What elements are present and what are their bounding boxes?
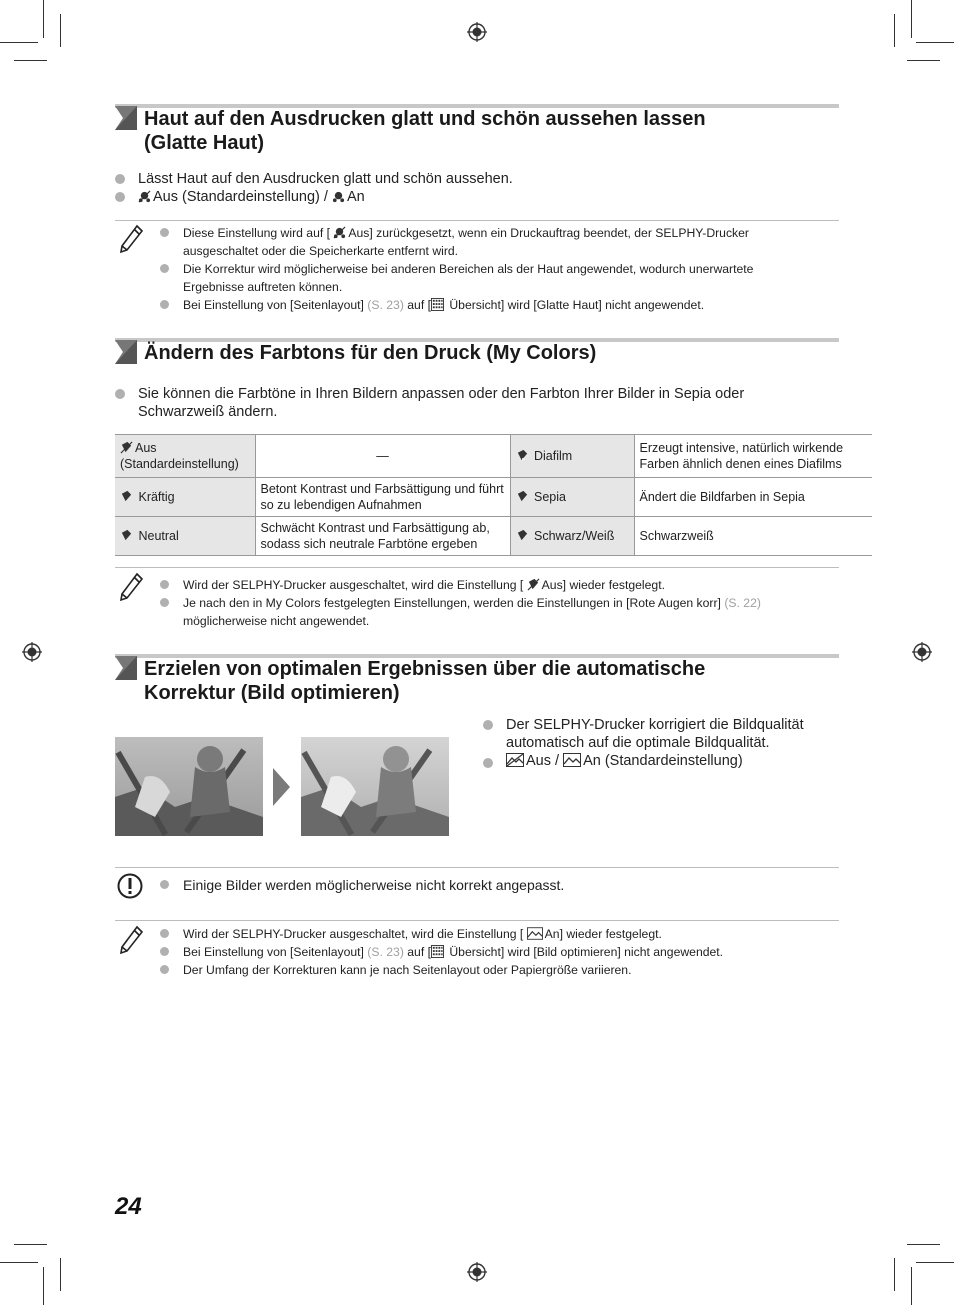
bullet-icon: [160, 965, 169, 974]
table-cell: Aus (Standardeinstellung): [115, 435, 255, 478]
registration-mark-icon: [467, 22, 487, 42]
table-row: [115, 435, 872, 478]
my-colors-table: [115, 434, 872, 556]
my-colors-positive-film-icon: [516, 449, 529, 462]
table-cell: Kräftig: [115, 478, 255, 517]
page-reference-link[interactable]: (S. 22): [724, 596, 761, 610]
section-title-bild-optimieren: Erzielen von optimalen Ergebnissen über die automatische Korrektur (Bild optimieren): [144, 658, 706, 704]
table-cell: Erzeugt intensive, natürlich wirkende Farben ähnlich denen eines Diafilms: [634, 435, 872, 478]
section-flag-icon: [115, 106, 137, 130]
smooth-skin-off-icon: [138, 190, 151, 203]
table-cell: Schwarzweiß: [634, 517, 872, 556]
my-colors-bw-icon: [516, 529, 529, 542]
bullet-icon: [160, 880, 169, 889]
after-photo: [301, 737, 449, 836]
my-colors-off-icon: [120, 441, 133, 454]
bullet-icon: [160, 947, 169, 956]
pencil-note-icon: [118, 224, 144, 254]
bullet-icon: [115, 192, 125, 202]
my-colors-sepia-icon: [516, 490, 529, 503]
svg-text:P: P: [521, 457, 525, 462]
table-row: [115, 478, 872, 517]
caution-icon: [117, 873, 143, 899]
index-layout-icon: [431, 298, 444, 311]
image-optimize-off-icon: [506, 753, 524, 767]
note-divider: [115, 867, 839, 868]
before-photo: [115, 737, 263, 836]
index-layout-icon: [431, 945, 444, 958]
section-title-glatte-haut: Haut auf den Ausdrucken glatt und schön aussehen lassen (Glatte Haut): [144, 108, 706, 154]
table-cell: —: [255, 435, 510, 478]
page-number: 24: [115, 1193, 142, 1220]
bullet-icon: [160, 598, 169, 607]
bullet-icon: [160, 300, 169, 309]
image-optimize-on-icon: [527, 927, 543, 940]
note-divider: [115, 220, 839, 221]
arrow-right-icon: [273, 768, 290, 806]
table-cell: Neutral: [115, 517, 255, 556]
bullet-icon: [115, 174, 125, 184]
page-reference-link[interactable]: (S. 23): [367, 298, 404, 312]
smooth-skin-on-icon: [332, 190, 345, 203]
bullet-icon: [160, 228, 169, 237]
bullet-icon: [483, 720, 493, 730]
registration-mark-icon: [22, 642, 42, 662]
section-flag-icon: [115, 340, 137, 364]
image-optimize-on-icon: [563, 753, 581, 767]
page-reference-link[interactable]: (S. 23): [367, 945, 404, 959]
registration-mark-icon: [467, 1262, 487, 1282]
bullet-icon: [115, 389, 125, 399]
table-cell: Betont Kontrast und Farbsättigung und führt so zu lebendigen Aufnahmen: [255, 478, 510, 517]
bullet-icon: [160, 580, 169, 589]
pencil-note-icon: [118, 925, 144, 955]
table-cell: P Diafilm: [510, 435, 634, 478]
smooth-skin-off-icon: [333, 226, 346, 239]
my-colors-off-icon: [527, 578, 540, 591]
section-title-my-colors: Ändern des Farbtons für den Druck (My Colors): [144, 342, 597, 364]
section-flag-icon: [115, 656, 137, 680]
table-cell: Ändert die Bildfarben in Sepia: [634, 478, 872, 517]
table-cell: Schwarz/Weiß: [510, 517, 634, 556]
table-row: [115, 517, 872, 556]
bullet-icon: [160, 264, 169, 273]
table-cell: Sepia: [510, 478, 634, 517]
bullet-icon: [160, 929, 169, 938]
note-divider: [115, 920, 839, 921]
pencil-note-icon: [118, 572, 144, 602]
note-divider: [115, 567, 839, 568]
table-cell: Schwächt Kontrast und Farbsättigung ab, sodass sich neutrale Farbtöne ergeben: [255, 517, 510, 556]
registration-mark-icon: [912, 642, 932, 662]
bullet-icon: [483, 758, 493, 768]
my-colors-neutral-icon: [120, 529, 133, 542]
my-colors-vivid-icon: [120, 490, 133, 503]
